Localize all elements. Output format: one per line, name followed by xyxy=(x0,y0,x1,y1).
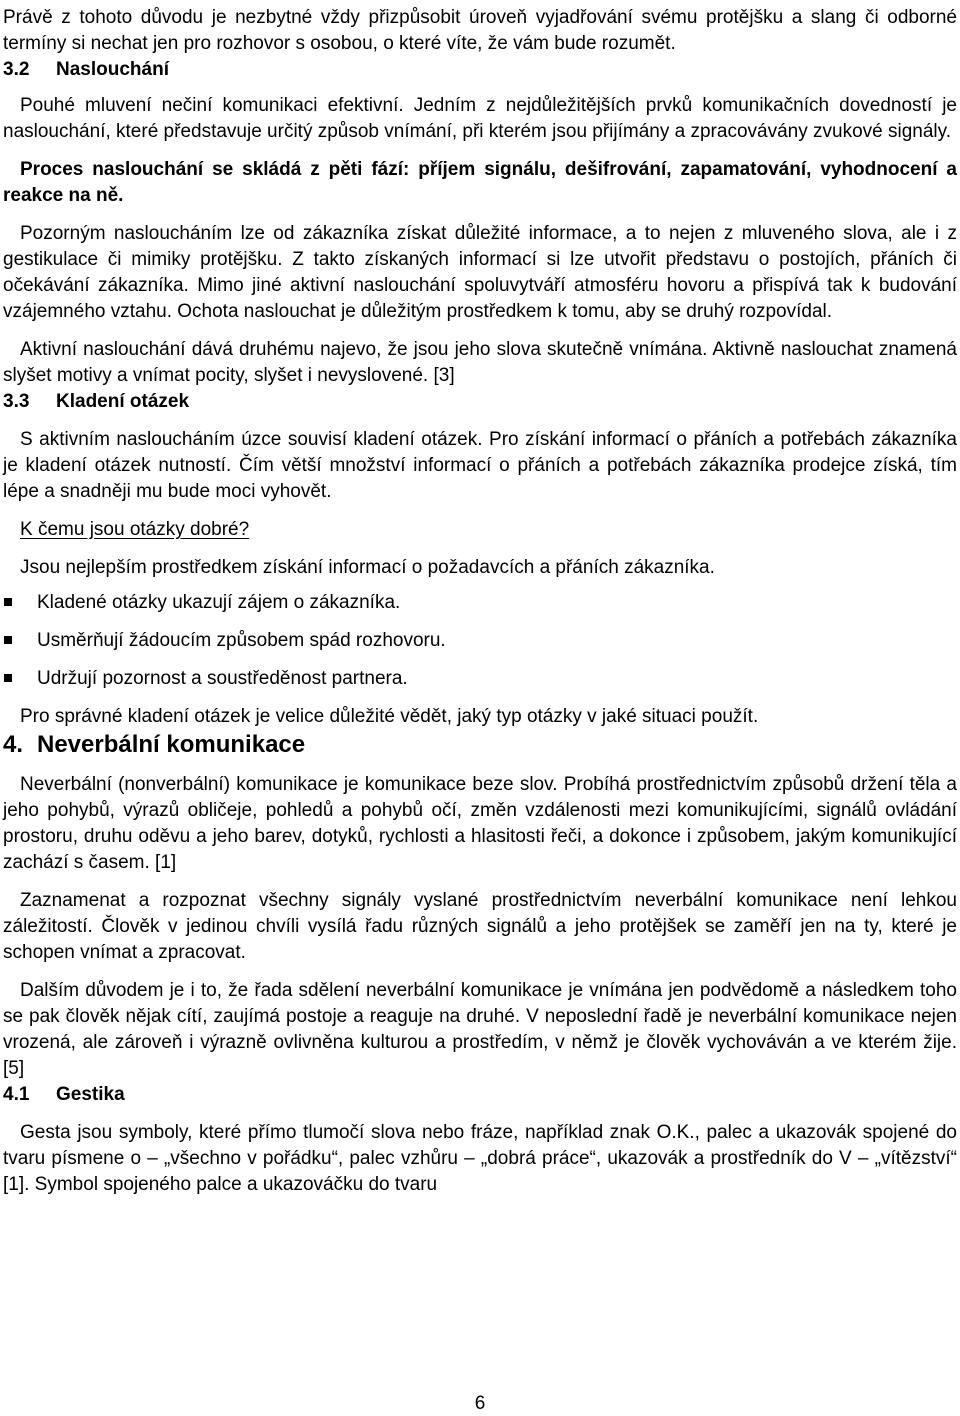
document-page xyxy=(3,0,957,1198)
square-bullet-icon xyxy=(4,636,12,644)
section-3-3-heading xyxy=(3,389,957,415)
paragraph-listening-3: Pozorným nasloucháním lze od zákazníka získat důležité informace, a to nejen z mluveného slova, ale i z gestikulace či mimiky protějšku. Z takto získaných informací si lze utvořit představu o postojích, přáních či očekávání zákazníka. Mimo jiné aktivní naslouchání spoluvytváří atmosféru hovoru a přispívá tak k budování vzájemného vztahu. Ochota naslouchat je důležitým prostředkem k tomu, aby se druhý rozpovídal. xyxy=(3,223,957,322)
paragraph-questions-3: Pro správné kladení otázek je velice důležité vědět, jaký typ otázky v jaké situaci použít. xyxy=(20,706,759,727)
paragraph-intro: Právě z tohoto důvodu je nezbytné vždy přizpůsobit úroveň vyjadřování svému protějšku a slang či odborné termíny si nechat jen pro rozhovor s osobou, o které víte, že vám bude rozumět. xyxy=(3,7,957,54)
page-number: 6 xyxy=(474,1393,486,1414)
paragraph-listening-4: Aktivní naslouchání dává druhému najevo, že jsou jeho slova skutečně vnímána. Aktivně naslouchat znamená slyšet motivy a vnímat pocity, slyšet i nevyslovené. [3] xyxy=(3,339,957,386)
section-title: Neverbální komunikace xyxy=(37,731,306,758)
section-title: Gestika xyxy=(56,1084,125,1105)
section-title: Naslouchání xyxy=(56,59,169,80)
bullet-list xyxy=(3,590,957,692)
paragraph-gestures-1: Gesta jsou symboly, které přímo tlumočí slova nebo fráze, například znak O.K., palec a ukazovák spojené do tvaru písmene o – „všechno v pořádku“, palec vzhůru – „dobrá práce“, ukazovák a prostředník do V – „vítězství“ [1]. Symbol spojeného palce a ukazováčku do tvaru xyxy=(3,1122,957,1195)
paragraph-nonverbal-1: Neverbální (nonverbální) komunikace je komunikace beze slov. Probíhá prostřednictvím způsobů držení těla a jeho pohybů, výrazů obličeje, pohledů a pohybů očí, změn vzdálenosti mezi komunikujícími, signálů ovládání prostoru, druhu oděvu a jeho barev, dotyků, rychlosti a hlasitosti řeči, a dokonce i způsobem, jakým komunikující zachází s časem. [1] xyxy=(3,774,957,873)
paragraph-nonverbal-3: Dalším důvodem je i to, že řada sdělení neverbální komunikace je vnímána jen podvědomě a následkem toho se pak člověk nějak cítí, zaujímá postoje a reaguje na druhé. V neposlední řadě je neverbální komunikace nejen vrozená, ale zároveň i výrazně ovlivněna kulturou a prostředím, v němž je člověk vychováván a ve kterém žije. [5] xyxy=(3,980,957,1079)
list-item: Usměrňují žádoucím způsobem spád rozhovoru. xyxy=(3,628,957,654)
section-number: 3.2 xyxy=(3,59,30,80)
section-number: 3.3 xyxy=(3,391,30,412)
section-title: Kladení otázek xyxy=(56,391,190,412)
list-item: Udržují pozornost a soustředěnost partnera. xyxy=(3,666,957,692)
paragraph-questions-2: Jsou nejlepším prostředkem získání informací o požadavcích a přáních zákazníka. xyxy=(20,557,715,578)
paragraph-listening-2: Proces naslouchání se skládá z pěti fází: příjem signálu, dešifrování, zapamatování, vyhodnocení a reakce na ně. xyxy=(3,159,957,206)
square-bullet-icon xyxy=(4,674,12,682)
list-item: Kladené otázky ukazují zájem o zákazníka. xyxy=(3,590,957,616)
section-3-2-heading xyxy=(3,57,957,83)
square-bullet-icon xyxy=(4,598,12,606)
section-number: 4. xyxy=(3,731,24,758)
questions-subheading-row xyxy=(3,517,957,543)
paragraph-listening-1: Pouhé mluvení nečiní komunikaci efektivní. Jedním z nejdůležitějších prvků komunikačních dovedností je naslouchání, které představuje určitý způsob vnímání, při kterém jsou přijímány a zpracovávány zvukové signály. xyxy=(3,95,957,142)
section-4-1-heading xyxy=(3,1082,957,1108)
paragraph-questions-1: S aktivním nasloucháním úzce souvisí kladení otázek. Pro získání informací o přáních a potřebách zákazníka je kladení otázek nutností. Čím větší množství informací o přáních a potřebách zákazníka prodejce získá, tím lépe a snadněji mu bude moci vyhovět. xyxy=(3,429,957,502)
section-4-heading xyxy=(3,730,957,760)
questions-subheading: K čemu jsou otázky dobré? xyxy=(20,519,250,540)
section-number: 4.1 xyxy=(3,1084,30,1105)
paragraph-nonverbal-2: Zaznamenat a rozpoznat všechny signály vyslané prostřednictvím neverbální komunikace není lehkou záležitostí. Člověk v jedinou chvíli vysílá řadu různých signálů a jeho protějšek se zaměří jen na ty, které je schopen vnímat a zpracovat. xyxy=(3,890,957,963)
